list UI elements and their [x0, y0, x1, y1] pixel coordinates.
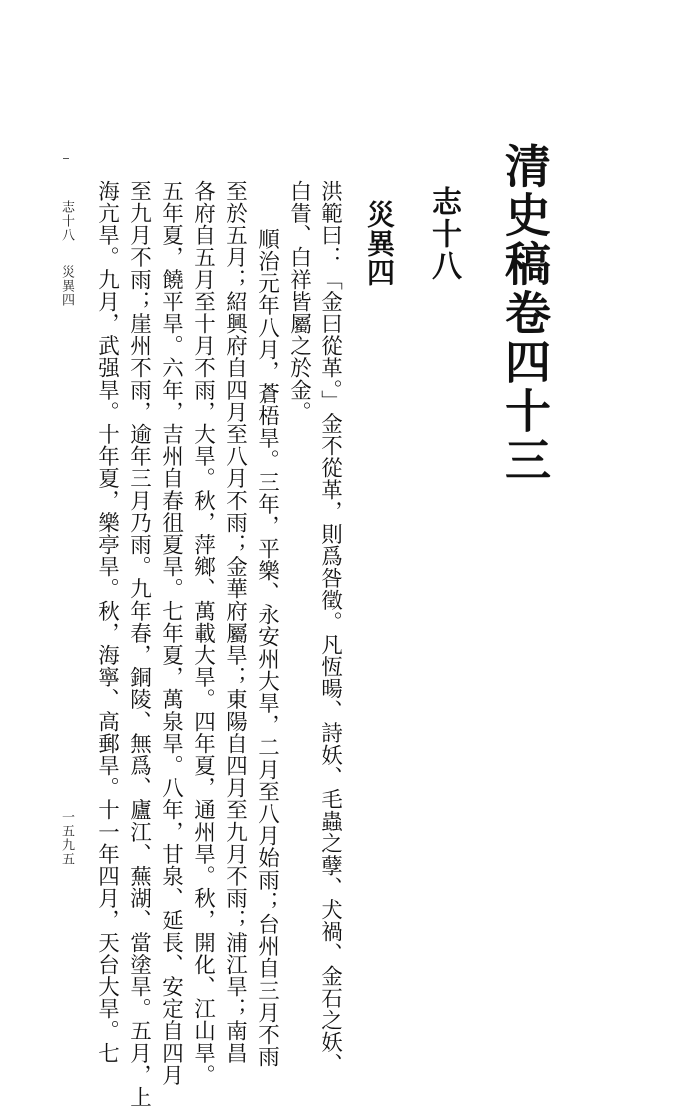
margin-chapter: 災異四 — [59, 265, 74, 307]
body-column: 各府自五月至十月不雨，大旱。秋，萍鄉、萬載大旱。四年夏，通州旱。秋，開化、江山旱。 — [190, 180, 216, 1087]
body-column: 五年夏，饒平旱。六年，吉州自春徂夏旱。七年夏，萬泉旱。八年，甘泉、延長、安定自四月 — [158, 180, 184, 1087]
body-column: 白眚、白祥皆屬之於金。 — [286, 180, 312, 424]
book-title: 清史稿卷四十三 — [498, 142, 552, 485]
body-column: 至九月不雨；崖州不雨，逾年三月乃雨。九年春，銅陵、無爲、廬江、蕪湖、當塗旱。五月，上 — [126, 180, 152, 1108]
body-column: 海亢旱。九月，武强旱。十年夏，樂亭旱。秋，海寧、高郵旱。十一年四月，天台大旱。七 — [94, 180, 120, 1064]
body-column: 洪範曰：「金曰從革。」金不從革，則爲咎徵。凡恆暘、詩妖、毛蟲之孽、犬禍、金石之妖、 — [317, 180, 343, 1076]
body-column: 順治元年八月，蒼梧旱。三年，平樂、永安州大旱，二月至八月始雨；台州自三月不雨 — [254, 228, 280, 1068]
subsection-title: 災異四 — [363, 200, 396, 287]
section-title: 志十八 — [426, 186, 461, 282]
margin-tick — [63, 158, 69, 159]
page-number: 一五九五 — [59, 810, 74, 866]
margin-volume: 志十八 — [59, 200, 74, 242]
body-column: 至於五月；紹興府自四月至八月不雨；金華府屬旱；東陽自四月至九月不雨；浦江旱；南昌 — [222, 180, 248, 1064]
